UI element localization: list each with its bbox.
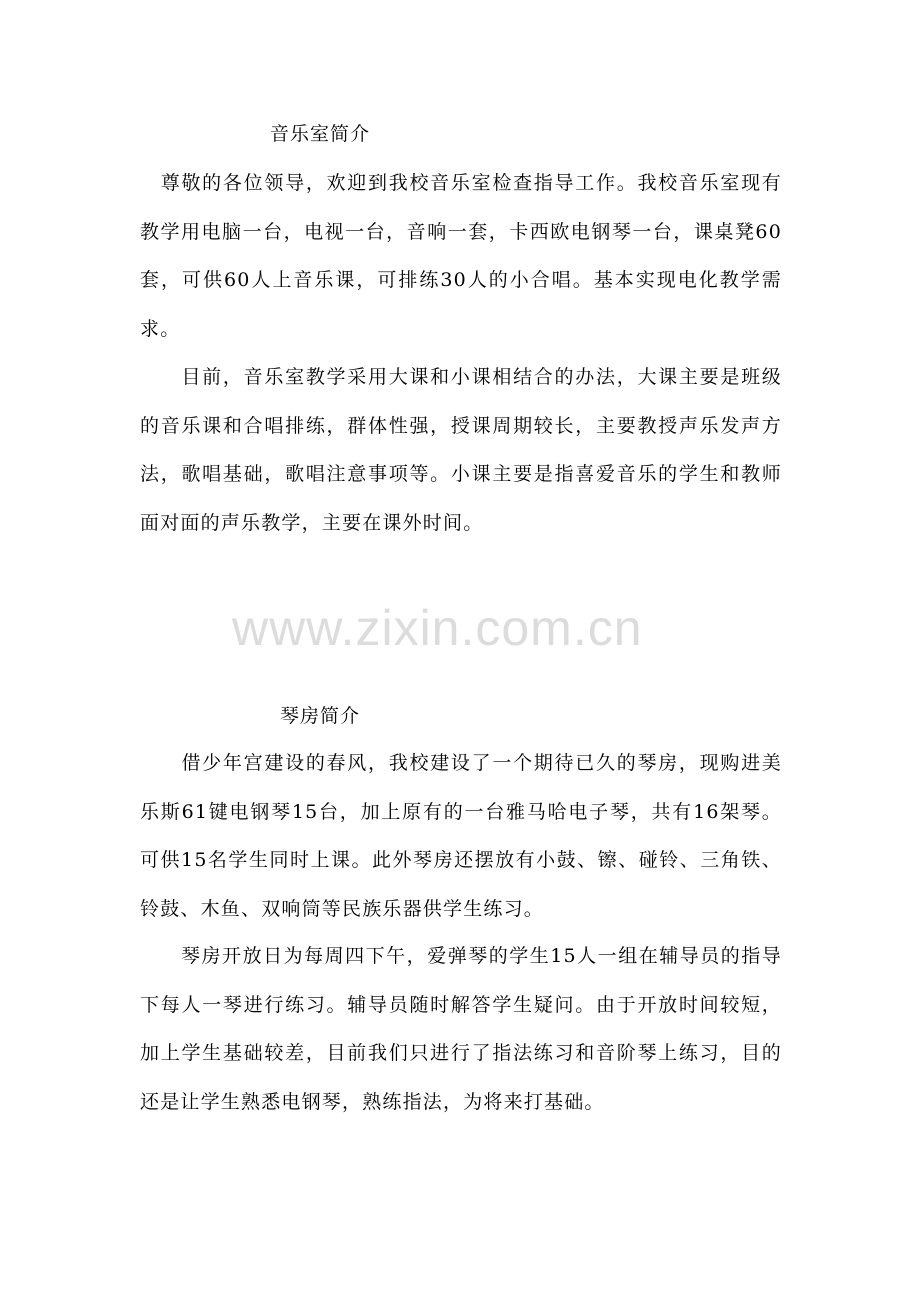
- piano-room-title: 琴房简介: [280, 705, 361, 727]
- piano-room-paragraph-1: 借少年宫建设的春风，我校建设了一个期待已久的琴房，现购进美乐斯61键电钢琴15台，加上原有的一台雅马哈电子琴，共有16架琴。可供15名学生同时上课。此外琴房还摆放有小鼓、镲、碰铃、三角铁、铃鼓、木鱼、双响筒等民族乐器供学生练习。: [140, 752, 782, 920]
- music-room-title: 音乐室简介: [270, 123, 371, 145]
- watermark: www.zixin.com.cn: [232, 600, 643, 656]
- music-room-paragraph-1: 尊敬的各位领导，欢迎到我校音乐室检查指导工作。我校音乐室现有教学用电脑一台，电视一台，音响一套，卡西欧电钢琴一台，课桌凳60套，可供60人上音乐课，可排练30人的小合唱。基本实现电化教学需求。: [140, 172, 782, 340]
- music-room-paragraph-2: 目前，音乐室教学采用大课和小课相结合的办法，大课主要是班级的音乐课和合唱排练，群体性强，授课周期较长，主要教授声乐发声方法，歌唱基础，歌唱注意事项等。小课主要是指喜爱音乐的学生和教师面对面的声乐教学，主要在课外时间。: [140, 366, 782, 534]
- piano-room-paragraph-2: 琴房开放日为每周四下午，爱弹琴的学生15人一组在辅导员的指导下每人一琴进行练习。辅导员随时解答学生疑问。由于开放时间较短，加上学生基础较差，目前我们只进行了指法练习和音阶琴上练习，目的还是让学生熟悉电钢琴，熟练指法，为将来打基础。: [140, 945, 782, 1113]
